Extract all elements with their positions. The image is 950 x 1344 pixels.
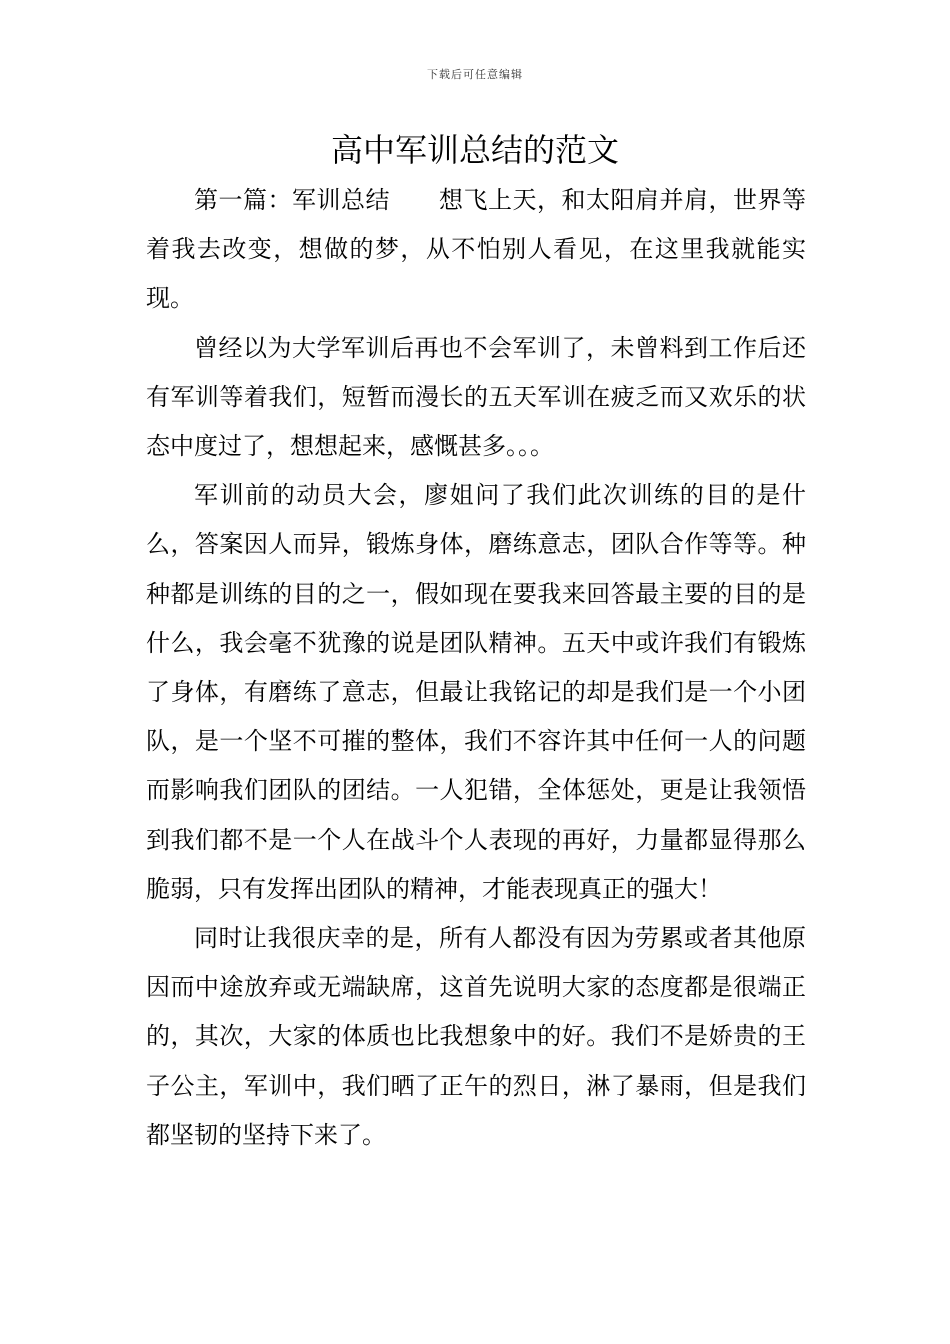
paragraph-1: 第一篇：军训总结 想飞上天，和太阳肩并肩，世界等着我去改变，想做的梦，从不怕别人看见，在这里我就能实现。: [146, 186, 806, 313]
paragraph-4: 同时让我很庆幸的是，所有人都没有因为劳累或者其他原因而中途放弃或无端缺席，这首先说明大家的态度都是很端正的，其次，大家的体质也比我想象中的好。我们不是娇贵的王子公主，军训中，我们晒了正午的烈日，淋了暴雨，但是我们都坚韧的坚持下来了。: [146, 924, 806, 1149]
document-body: [146, 176, 806, 1160]
paragraph-2: 曾经以为大学军训后再也不会军训了，未曾料到工作后还有军训等着我们，短暂而漫长的五天军训在疲乏而又欢乐的状态中度过了，想想起来，感慨甚多。。。: [146, 333, 806, 461]
paragraph-3: 军训前的动员大会，廖姐问了我们此次训练的目的是什么，答案因人而异，锻炼身体，磨练意志，团队合作等等。种种都是训练的目的之一，假如现在要我来回答最主要的目的是什么，我会毫不犹豫的说是团队精神。五天中或许我们有锻炼了身体，有磨练了意志，但最让我铭记的却是我们是一个小团队，是一个坚不可摧的整体，我们不容许其中任何一人的问题而影响我们团队的团结。一人犯错，全体惩处，更是让我领悟到我们都不是一个人在战斗个人表现的再好，力量都显得那么脆弱，只有发挥出团队的精神，才能表现真正的强大！: [146, 481, 806, 903]
header-note: 下载后可任意编辑: [427, 68, 523, 81]
document-title: 高中军训总结的范文: [330, 131, 619, 169]
